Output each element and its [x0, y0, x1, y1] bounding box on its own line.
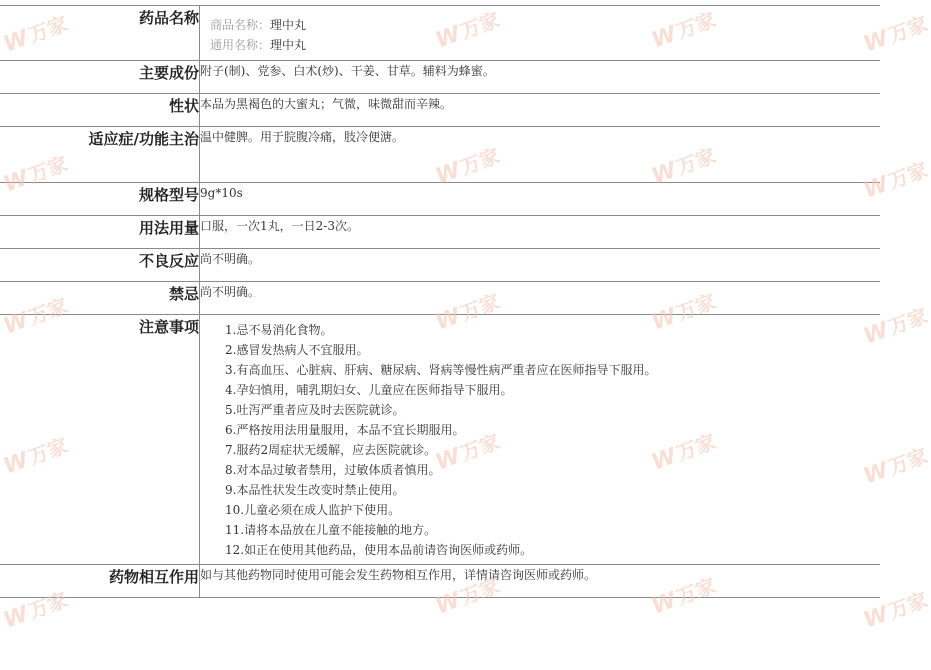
- label-spec: 规格型号: [0, 183, 200, 216]
- value-ingredients: 附子(制)、党参、白术(炒)、干姜、甘草。辅料为蜂蜜。: [200, 61, 881, 94]
- label-drug-name: 药品名称: [0, 6, 200, 61]
- value-appearance: 本品为黑褐色的大蜜丸；气微，味微甜而辛辣。: [200, 94, 881, 127]
- watermark-logo: W万家: [432, 143, 503, 190]
- watermark-logo: W万家: [860, 157, 931, 204]
- watermark-logo: W万家: [648, 429, 719, 476]
- label-interactions: 药物相互作用: [0, 565, 200, 598]
- precaution-item: 2.感冒发热病人不宜服用。: [225, 343, 369, 357]
- watermark-logo: W万家: [432, 573, 503, 620]
- watermark-logo: W万家: [648, 143, 719, 190]
- row-spec: [0, 183, 880, 216]
- precaution-item: 12.如正在使用其他药品，使用本品前请咨询医师或药师。: [225, 543, 533, 557]
- value-contraindications: 尚不明确。: [200, 282, 881, 315]
- precaution-item: 5.吐泻严重者应及时去医院就诊。: [225, 403, 405, 417]
- label-adverse-reactions: 不良反应: [0, 249, 200, 282]
- precaution-item: 3.有高血压、心脏病、肝病、糖尿病、肾病等慢性病严重者应在医师指导下服用。: [225, 363, 657, 377]
- label-contraindications: 禁忌: [0, 282, 200, 315]
- watermark-logo: W万家: [432, 289, 503, 336]
- row-appearance: [0, 94, 880, 127]
- watermark-logo: W万家: [0, 11, 71, 58]
- precaution-item: 8.对本品过敏者禁用，过敏体质者慎用。: [225, 463, 441, 477]
- row-drug-name: [0, 6, 880, 61]
- label-appearance: 性状: [0, 94, 200, 127]
- value-interactions: 如与其他药物同时使用可能会发生药物相互作用，详情请咨询医师或药师。: [200, 565, 881, 598]
- precaution-item: 4.孕妇慎用，哺乳期妇女、儿童应在医师指导下服用。: [225, 383, 513, 397]
- watermark-logo: W万家: [0, 587, 71, 634]
- row-dosage: [0, 216, 880, 249]
- trade-name-label: 商品名称：: [210, 18, 271, 32]
- watermark-logo: W万家: [860, 443, 931, 490]
- watermark-logo: W万家: [648, 573, 719, 620]
- watermark-logo: W万家: [860, 587, 931, 634]
- label-ingredients: 主要成份: [0, 61, 200, 94]
- row-interactions: [0, 565, 880, 598]
- watermark-logo: W万家: [648, 289, 719, 336]
- generic-name-label: 通用名称：: [210, 38, 271, 52]
- watermark-logo: W万家: [648, 7, 719, 54]
- value-dosage: 口服，一次1丸，一日2-3次。: [200, 216, 881, 249]
- value-precautions: [200, 315, 881, 565]
- row-indications: [0, 127, 880, 183]
- row-adverse-reactions: [0, 249, 880, 282]
- label-indications: 适应症/功能主治: [0, 127, 200, 183]
- row-precautions: [0, 315, 880, 565]
- value-spec: 9g*10s: [200, 183, 881, 216]
- precaution-item: 11.请将本品放在儿童不能接触的地方。: [225, 523, 437, 537]
- watermark-logo: W万家: [0, 293, 71, 340]
- label-dosage: 用法用量: [0, 216, 200, 249]
- precaution-item: 7.服药2周症状无缓解，应去医院就诊。: [225, 443, 437, 457]
- label-precautions: 注意事项: [0, 315, 200, 565]
- value-adverse-reactions: 尚不明确。: [200, 249, 881, 282]
- value-drug-name: [200, 6, 881, 61]
- precaution-item: 9.本品性状发生改变时禁止使用。: [225, 483, 405, 497]
- precaution-item: 6.严格按用法用量服用，本品不宜长期服用。: [225, 423, 465, 437]
- row-ingredients: [0, 61, 880, 94]
- trade-name-value: 理中丸: [270, 18, 307, 32]
- watermark-logo: W万家: [860, 11, 931, 58]
- precaution-item: 1.忌不易消化食物。: [225, 323, 333, 337]
- watermark-logo: W万家: [432, 429, 503, 476]
- watermark-logo: W万家: [432, 7, 503, 54]
- drug-info-table: [0, 5, 880, 598]
- value-indications: 温中健脾。用于脘腹冷痛，肢冷便溏。: [200, 127, 881, 183]
- watermark-logo: W万家: [0, 151, 71, 198]
- watermark-logo: W万家: [0, 433, 71, 480]
- row-contraindications: [0, 282, 880, 315]
- precaution-item: 10.儿童必须在成人监护下使用。: [225, 503, 401, 517]
- watermark-logo: W万家: [860, 303, 931, 350]
- generic-name-value: 理中丸: [270, 38, 307, 52]
